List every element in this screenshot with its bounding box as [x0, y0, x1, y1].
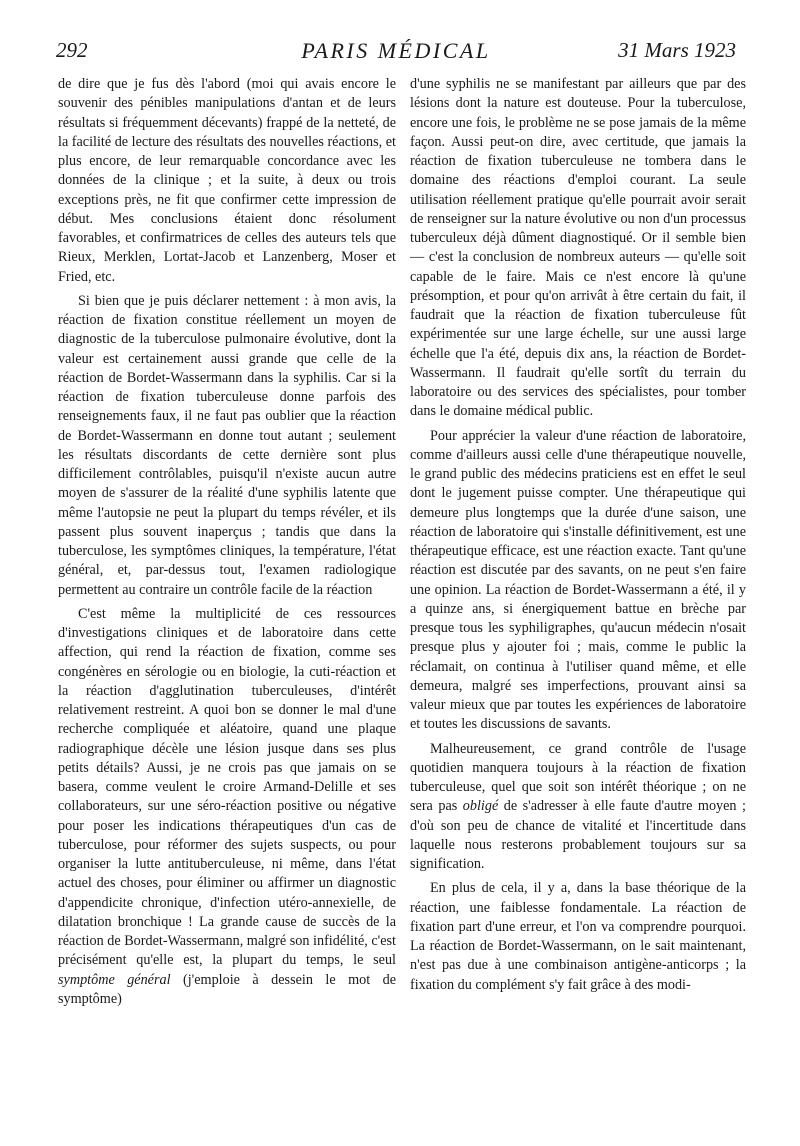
- emphasis-text: obligé: [462, 798, 499, 815]
- paragraph: Pour apprécier la valeur d'une réaction de laboratoire, comme d'ailleurs aussi celle d'une thérapeutique nouvelle, le grand public des médecins praticiens est en effet le seul dont le jugement puisse compter. Une thérapeutique qui demeure plus longtemps que la durée d'une saison, une réaction de laboratoire qui s'installe définitivement, est une thérapeutique efficace, est une réaction exacte. Tant qu'une réaction est discutée par des savants, on ne peut s'en faire une opinion. La réaction de Bordet-Wassermann a été, il y a quinze ans, si énergiquement battue en brèche par presque tous les syphiligraphes, qu'aucun médecin n'osait presque plus y ajouter foi ; mais, comme le public la réclamait, on continua à l'utiliser quand même, et elle demeura, malgré ses imperfections, prouvant ainsi sa valeur mieux que par toutes les expériences de laboratoire et toutes les discussions de savants.: [410, 427, 746, 733]
- paragraph-text: (j'emploie à dessein le mot de symptôme): [58, 971, 397, 1007]
- page-number: 292: [56, 38, 88, 62]
- paragraph: [58, 605, 396, 1009]
- page-header: [56, 38, 736, 72]
- paragraph: En plus de cela, il y a, dans la base théorique de la réaction, une faiblesse fondamentale. La réaction de fixation part d'une erreur, et l'on va comprendre pourquoi. La réaction de Bordet-Wassermann, on le sait maintenant, n'est pas due à une combinaison antigène-anticorps ; la fixation du complément s'y fait grâce à des modi-: [410, 880, 746, 993]
- emphasis-text: symptôme général: [58, 971, 171, 988]
- paragraph: Si bien que je puis déclarer nettement : à mon avis, la réaction de fixation constitue réellement un moyen de diagnostic de la tuberculose pulmonaire évolutive, dont la valeur est certainement aussi grande que celle de la réaction de Bordet-Wassermann dans la syphilis. Car si la réaction de fixation tuberculeuse donne parfois des renseignements faux, il ne faut pas oublier que la réaction de Bordet-Wassermann en donne tout autant ; seulement les résultats discordants de cette dernière sont plus difficilement contrôlables, puisqu'il n'existe aucun autre moyen de s'assurer de la réalité d'une syphilis latente que même l'autopsie ne peut la plupart du temps révéler, et ils passent plus souvent inaperçus ; tandis que dans la tuberculose, les symptômes cliniques, la température, l'état général, et, par-dessus tout, l'examen radiologique permettent au contraire un contrôle facile de la réaction: [58, 292, 396, 598]
- paragraph: d'une syphilis ne se manifestant par ailleurs que par des lésions dont la nature est douteuse. Pour la tuberculose, encore une fois, le problème ne se pose jamais de la même façon. Aussi peut-on dire, avec certitude, que jamais la réaction de fixation tuberculeuse ne tombera dans le domaine des réactions d'emploi courant. La seule utilisation réellement pratique qu'elle pourrait avoir serait de renseigner sur la nature évolutive ou non d'un processus tuberculeux déjà dûment diagnostiqué. Or il semble bien — c'est la conclusion de nombreux auteurs — qu'elle soit capable de le faire. Mais ce n'est encore là qu'une présomption, et pour qu'on arrivât à être certain du fait, il faudrait que la réaction de fixation tuberculeuse fût expérimentée sur une large échelle, sur une aussi large échelle que l'a été, depuis dix ans, la réaction de Bordet-Wassermann. Il faudrait qu'elle sortît du terrain du laboratoire ou des services des spécialistes, pour tomber dans le domaine médical public.: [410, 76, 746, 420]
- paragraph-text: Malheureusement, ce grand contrôle de l'usage quotidien manquera toujours à la réaction de fixation tuberculeuse, quel que soit son intérêt théorique ; on ne sera pas: [410, 740, 746, 815]
- journal-title: PARIS MÉDICAL: [301, 38, 491, 63]
- left-column: [58, 75, 396, 1009]
- paragraph: de dire que je fus dès l'abord (moi qui avais encore le souvenir des pénibles manipulations d'antan et de leurs résultats si fréquemment décevants) frappé de la netteté, de la facilité de lecture des résultats des nouvelles réactions, et plus encore, de leur remarquable concordance avec les données de la clinique ; et la suite, à deux ou trois exceptions près, ne fit que confirmer cette impression de début. Mes conclusions étaient donc résolument favorables, et confirmatrices de celles des auteurs tels que Rieux, Merklen, Lortat-Jacob et Lanzenberg, Moser et Fried, etc.: [58, 76, 396, 285]
- paragraph: [410, 740, 746, 875]
- paragraph-text: C'est même la multiplicité de ces ressources d'investigations cliniques et de laboratoire dans cette affection, qui rend la réaction de fixation, comme ses congénères en sérologie ou en biologie, la cuti-réaction et la réaction d'agglutination tuberculeuses, d'intérêt relativement restreint. A quoi bon se donner le mal d'une recherche compliquée et aléatoire, quand une plaque radiographique décèle une lésion jusque dans ses plus petits détails? Aussi, je ne crois pas que jamais on se basera, comme veulent le croire Armand-Delille et ses collaborateurs, sur une séro-réaction positive ou négative pour poser les indications thérapeutiques d'un cas de tuberculose, pour réformer des sujets suspects, ou pour organiser la lutte antituberculeuse, ni même, dans l'état actuel des choses, pour éliminer ou affirmer un diagnostic d'appendicite chronique, d'infection utéro-annexielle, de dilatation bronchique ! La grande cause de succès de la réaction de Bordet-Wassermann, malgré son infidélité, c'est précisément qu'elle est, la plupart du temps, le seul: [58, 605, 396, 969]
- right-column: [410, 75, 746, 995]
- issue-date: 31 Mars 1923: [618, 38, 736, 62]
- paragraph-text: de s'adresser à elle faute d'autre moyen ; d'où son peu de chance de vitalité et l'incertitude dans laquelle nous resterons probablement toujours sur sa signification.: [410, 798, 746, 872]
